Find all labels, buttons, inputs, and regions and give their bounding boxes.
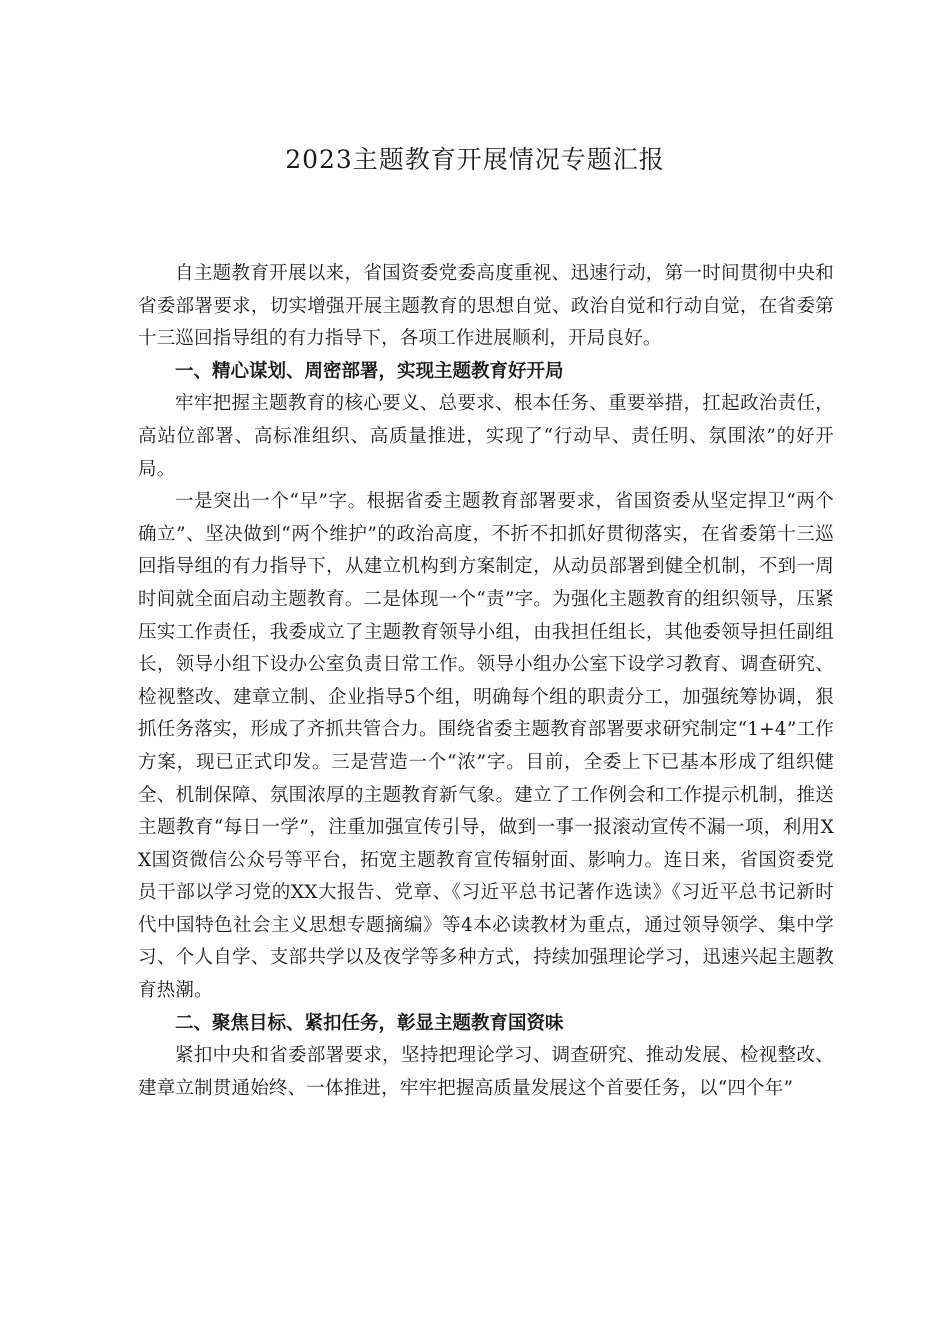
intro-paragraph: 自主题教育开展以来，省国资委党委高度重视、迅速行动，第一时间贯彻中央和省委部署要求，切实增强开展主题教育的思想自觉、政治自觉和行动自觉，在省委第十三巡回指导组的有力指导下，各项工作进展顺利，开局良好。 xyxy=(138,263,834,350)
section-2-paragraph-1: 紧扣中央和省委部署要求，坚持把理论学习、调查研究、推动发展、检视整改、建章立制贯通始终、一体推进，牢牢把握高质量发展这个首要任务，以“四个年” xyxy=(138,1045,834,1099)
section-1-paragraph-2: 一是突出一个“早”字。根据省委主题教育部署要求，省国资委从坚定捍卫“两个确立”、坚决做到“两个维护”的政治高度，不折不扣抓好贯彻落实，在省委第十三巡回指导组的有力指导下，从建立机构到方案制定，从动员部署到健全机制，不到一周时间就全面启动主题教育。二是体现一个“责”字。为强化主题教育的组织领导，压紧压实工作责任，我委成立了主题教育领导小组，由我担任组长，其他委领导担任副组长，领导小组下设办公室负责日常工作。领导小组办公室下设学习教育、调查研究、检视整改、建章立制、企业指导5个组，明确每个组的职责分工，加强统筹协调，狠抓任务落实，形成了齐抓共管合力。围绕省委主题教育部署要求研究制定“1+4”工作方案，现已正式印发。三是营造一个“浓”字。目前，全委上下已基本形成了组织健全、机制保障、氛围浓厚的主题教育新气象。建立了工作例会和工作提示机制，推送主题教育“每日一学”，注重加强宣传引导，做到一事一报滚动宣传不漏一项，利用XX国资微信公众号等平台，拓宽主题教育宣传辐射面、影响力。连日来，省国资委党员干部以学习党的XX大报告、党章、《习近平总书记著作选读》《习近平总书记新时代中国特色社会主义思想专题摘编》等4本必读教材为重点，通过领导领学、集中学习、个人自学、支部共学以及夜学等多种方式，持续加强理论学习，迅速兴起主题教育热潮。 xyxy=(138,491,834,1002)
section-1-heading: 一、精心谋划、周密部署，实现主题教育好开局 xyxy=(175,360,564,382)
document-title: 2023主题教育开展情况专题汇报 xyxy=(285,145,665,174)
section-2-heading: 二、聚焦目标、紧扣任务，彰显主题教育国资味 xyxy=(175,1012,564,1034)
section-1-paragraph-1: 牢牢把握主题教育的核心要义、总要求、根本任务、重要举措，扛起政治责任，高站位部署、高标准组织、高质量推进，实现了“行动早、责任明、氛围浓”的好开局。 xyxy=(138,393,834,480)
document-body xyxy=(138,258,834,1105)
